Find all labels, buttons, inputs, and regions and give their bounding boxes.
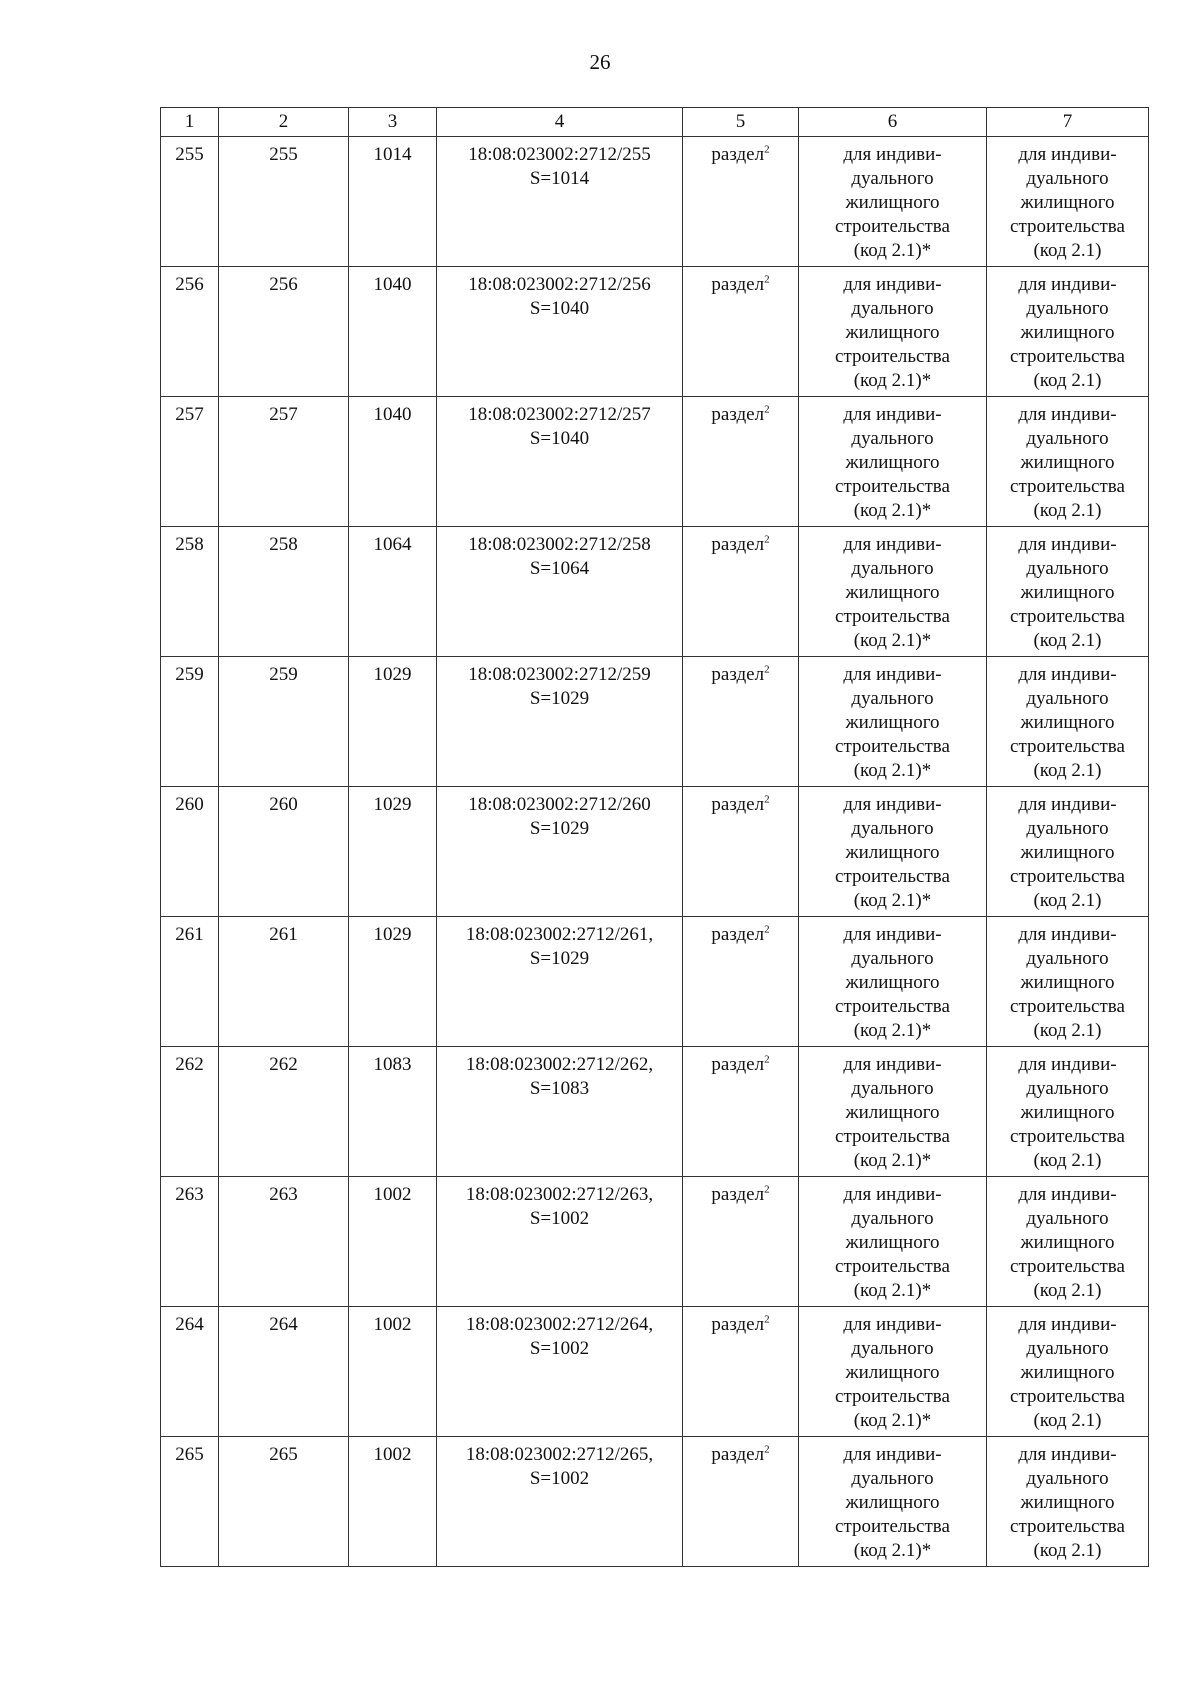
use-text-line: (код 2.1) (1033, 890, 1102, 911)
use-text-line: жилищного (845, 1232, 940, 1253)
row-number-cell: 265 (161, 1437, 219, 1567)
use-text-line: жилищного (845, 452, 940, 473)
permitted-use-existing-cell (799, 267, 987, 397)
use-text-line: строительства (835, 1386, 950, 1407)
use-text-line: жилищного (1020, 452, 1115, 473)
use-text-line: жилищного (1020, 192, 1115, 213)
use-text-line: (код 2.1)* (853, 1280, 932, 1301)
table-row (161, 787, 1149, 917)
method-cell (683, 1437, 799, 1567)
cadastral-area: S=1040 (529, 298, 590, 319)
column-header: 6 (799, 108, 987, 137)
method-cell (683, 1177, 799, 1307)
cadastral-cell (437, 137, 683, 267)
use-text-line: для индиви- (843, 664, 942, 685)
area-cell: 1002 (349, 1307, 437, 1437)
permitted-use-new-cell (987, 1307, 1149, 1437)
use-text-line: (код 2.1) (1033, 1280, 1102, 1301)
use-text-line: строительства (835, 346, 950, 367)
plot-number-cell: 265 (219, 1437, 349, 1567)
permitted-use-new-cell (987, 267, 1149, 397)
use-text-line: строительства (1010, 866, 1125, 887)
use-text-line: дуального (1026, 1338, 1109, 1359)
table-row (161, 1047, 1149, 1177)
footnote-mark: 2 (764, 1183, 770, 1196)
table-row (161, 1177, 1149, 1307)
cadastral-number: 18:08:023002:2712/256 (468, 274, 651, 295)
permitted-use-new-cell (987, 527, 1149, 657)
use-text-line: (код 2.1) (1033, 500, 1102, 521)
method-cell (683, 397, 799, 527)
row-number-cell: 256 (161, 267, 219, 397)
use-text-line: жилищного (1020, 1232, 1115, 1253)
use-text-line: строительства (1010, 476, 1125, 497)
cadastral-area: S=1002 (529, 1338, 590, 1359)
method-cell (683, 267, 799, 397)
use-text-line: для индиви- (843, 1054, 942, 1075)
use-text-line: строительства (835, 216, 950, 237)
land-plots-table (160, 107, 1149, 1567)
permitted-use-existing-cell (799, 397, 987, 527)
use-text-line: (код 2.1)* (853, 240, 932, 261)
table-row (161, 267, 1149, 397)
table-row (161, 397, 1149, 527)
plot-number-cell: 261 (219, 917, 349, 1047)
use-text-line: строительства (835, 1126, 950, 1147)
use-text-line: дуального (851, 298, 934, 319)
use-text-line: жилищного (1020, 582, 1115, 603)
use-text-line: для индиви- (1018, 664, 1117, 685)
use-text-line: (код 2.1) (1033, 240, 1102, 261)
permitted-use-new-cell (987, 1437, 1149, 1567)
method-cell (683, 1307, 799, 1437)
column-header: 1 (161, 108, 219, 137)
use-text-line: строительства (835, 476, 950, 497)
method-text: раздел (711, 1054, 765, 1075)
use-text-line: для индиви- (843, 144, 942, 165)
row-number-cell: 264 (161, 1307, 219, 1437)
use-text-line: дуального (851, 1338, 934, 1359)
use-text-line: (код 2.1)* (853, 1540, 932, 1561)
use-text-line: жилищного (1020, 322, 1115, 343)
area-cell: 1029 (349, 787, 437, 917)
use-text-line: жилищного (845, 1362, 940, 1383)
footnote-mark: 2 (764, 923, 770, 936)
use-text-line: жилищного (1020, 972, 1115, 993)
permitted-use-new-cell (987, 1177, 1149, 1307)
use-text-line: дуального (851, 168, 934, 189)
use-text-line: строительства (1010, 346, 1125, 367)
method-text: раздел (711, 404, 765, 425)
cadastral-area: S=1029 (529, 688, 590, 709)
use-text-line: строительства (835, 1516, 950, 1537)
cadastral-cell (437, 787, 683, 917)
table-row (161, 137, 1149, 267)
permitted-use-existing-cell (799, 917, 987, 1047)
use-text-line: строительства (835, 996, 950, 1017)
use-text-line: (код 2.1)* (853, 760, 932, 781)
use-text-line: дуального (851, 1078, 934, 1099)
table-row (161, 1437, 1149, 1567)
row-number-cell: 260 (161, 787, 219, 917)
cadastral-cell (437, 1437, 683, 1567)
use-text-line: жилищного (845, 972, 940, 993)
use-text-line: строительства (1010, 736, 1125, 757)
table-row (161, 917, 1149, 1047)
footnote-mark: 2 (764, 663, 770, 676)
use-text-line: дуального (1026, 428, 1109, 449)
permitted-use-new-cell (987, 397, 1149, 527)
use-text-line: для индиви- (1018, 1444, 1117, 1465)
table-header (161, 108, 1149, 137)
table-row (161, 657, 1149, 787)
column-header: 2 (219, 108, 349, 137)
area-cell: 1083 (349, 1047, 437, 1177)
use-text-line: для индиви- (843, 924, 942, 945)
area-cell: 1029 (349, 917, 437, 1047)
cadastral-cell (437, 657, 683, 787)
use-text-line: для индиви- (1018, 404, 1117, 425)
method-cell (683, 1047, 799, 1177)
cadastral-area: S=1083 (529, 1078, 590, 1099)
method-text: раздел (711, 1314, 765, 1335)
use-text-line: (код 2.1)* (853, 500, 932, 521)
use-text-line: дуального (851, 558, 934, 579)
cadastral-number: 18:08:023002:2712/263, (465, 1184, 654, 1205)
area-cell: 1040 (349, 397, 437, 527)
use-text-line: дуального (1026, 558, 1109, 579)
cadastral-area: S=1029 (529, 818, 590, 839)
table-body (161, 137, 1149, 1567)
cadastral-cell (437, 527, 683, 657)
use-text-line: жилищного (1020, 712, 1115, 733)
method-text: раздел (711, 924, 765, 945)
permitted-use-new-cell (987, 787, 1149, 917)
cadastral-area: S=1040 (529, 428, 590, 449)
use-text-line: для индиви- (843, 794, 942, 815)
use-text-line: дуального (851, 1468, 934, 1489)
use-text-line: дуального (1026, 168, 1109, 189)
permitted-use-new-cell (987, 657, 1149, 787)
use-text-line: дуального (851, 1208, 934, 1229)
row-number-cell: 262 (161, 1047, 219, 1177)
use-text-line: для индиви- (843, 1444, 942, 1465)
use-text-line: строительства (1010, 1256, 1125, 1277)
use-text-line: дуального (1026, 1208, 1109, 1229)
footnote-mark: 2 (764, 403, 770, 416)
use-text-line: жилищного (845, 322, 940, 343)
plot-number-cell: 260 (219, 787, 349, 917)
use-text-line: жилищного (1020, 842, 1115, 863)
cadastral-number: 18:08:023002:2712/262, (465, 1054, 654, 1075)
page-number: 26 (589, 50, 611, 74)
use-text-line: для индиви- (843, 1314, 942, 1335)
use-text-line: (код 2.1) (1033, 370, 1102, 391)
cadastral-number: 18:08:023002:2712/260 (468, 794, 651, 815)
cadastral-cell (437, 1177, 683, 1307)
cadastral-number: 18:08:023002:2712/264, (465, 1314, 654, 1335)
use-text-line: для индиви- (843, 274, 942, 295)
row-number-cell: 258 (161, 527, 219, 657)
method-text: раздел (711, 794, 765, 815)
use-text-line: (код 2.1) (1033, 1410, 1102, 1431)
use-text-line: для индиви- (1018, 924, 1117, 945)
cadastral-area: S=1002 (529, 1468, 590, 1489)
method-text: раздел (711, 274, 765, 295)
permitted-use-existing-cell (799, 1437, 987, 1567)
permitted-use-existing-cell (799, 137, 987, 267)
use-text-line: дуального (851, 428, 934, 449)
use-text-line: (код 2.1)* (853, 370, 932, 391)
use-text-line: (код 2.1) (1033, 760, 1102, 781)
use-text-line: жилищного (845, 1102, 940, 1123)
plot-number-cell: 263 (219, 1177, 349, 1307)
area-cell: 1029 (349, 657, 437, 787)
use-text-line: для индиви- (1018, 274, 1117, 295)
plot-number-cell: 259 (219, 657, 349, 787)
plot-number-cell: 257 (219, 397, 349, 527)
permitted-use-existing-cell (799, 1177, 987, 1307)
use-text-line: дуального (1026, 298, 1109, 319)
cadastral-cell (437, 1047, 683, 1177)
use-text-line: дуального (851, 818, 934, 839)
cadastral-area: S=1064 (529, 558, 590, 579)
use-text-line: для индиви- (843, 404, 942, 425)
use-text-line: для индиви- (1018, 1054, 1117, 1075)
plot-number-cell: 258 (219, 527, 349, 657)
method-cell (683, 787, 799, 917)
use-text-line: жилищного (845, 582, 940, 603)
row-number-cell: 259 (161, 657, 219, 787)
column-header: 7 (987, 108, 1149, 137)
method-text: раздел (711, 534, 765, 555)
use-text-line: строительства (1010, 996, 1125, 1017)
area-cell: 1040 (349, 267, 437, 397)
use-text-line: для индиви- (1018, 1314, 1117, 1335)
use-text-line: для индиви- (843, 1184, 942, 1205)
use-text-line: для индиви- (1018, 144, 1117, 165)
use-text-line: дуального (1026, 948, 1109, 969)
method-cell (683, 917, 799, 1047)
column-header: 5 (683, 108, 799, 137)
cadastral-area: S=1002 (529, 1208, 590, 1229)
use-text-line: (код 2.1)* (853, 630, 932, 651)
use-text-line: для индиви- (1018, 1184, 1117, 1205)
permitted-use-existing-cell (799, 1047, 987, 1177)
footnote-mark: 2 (764, 143, 770, 156)
plot-number-cell: 256 (219, 267, 349, 397)
use-text-line: для индиви- (1018, 534, 1117, 555)
permitted-use-existing-cell (799, 1307, 987, 1437)
cadastral-number: 18:08:023002:2712/261, (465, 924, 654, 945)
column-header: 3 (349, 108, 437, 137)
plot-number-cell: 264 (219, 1307, 349, 1437)
row-number-cell: 257 (161, 397, 219, 527)
permitted-use-new-cell (987, 137, 1149, 267)
cadastral-cell (437, 267, 683, 397)
use-text-line: (код 2.1) (1033, 1540, 1102, 1561)
header-row (161, 108, 1149, 137)
use-text-line: жилищного (1020, 1492, 1115, 1513)
use-text-line: строительства (1010, 216, 1125, 237)
plot-number-cell: 255 (219, 137, 349, 267)
use-text-line: дуального (851, 948, 934, 969)
method-text: раздел (711, 664, 765, 685)
use-text-line: строительства (835, 736, 950, 757)
cadastral-number: 18:08:023002:2712/259 (468, 664, 651, 685)
method-text: раздел (711, 1184, 765, 1205)
footnote-mark: 2 (764, 1053, 770, 1066)
use-text-line: строительства (1010, 606, 1125, 627)
cadastral-number: 18:08:023002:2712/257 (468, 404, 651, 425)
use-text-line: (код 2.1) (1033, 630, 1102, 651)
footnote-mark: 2 (764, 793, 770, 806)
use-text-line: жилищного (845, 712, 940, 733)
use-text-line: (код 2.1) (1033, 1020, 1102, 1041)
use-text-line: строительства (1010, 1126, 1125, 1147)
area-cell: 1064 (349, 527, 437, 657)
cadastral-cell (437, 917, 683, 1047)
cadastral-number: 18:08:023002:2712/255 (468, 144, 651, 165)
use-text-line: дуального (1026, 1078, 1109, 1099)
plot-number-cell: 262 (219, 1047, 349, 1177)
area-cell: 1014 (349, 137, 437, 267)
use-text-line: жилищного (845, 1492, 940, 1513)
permitted-use-new-cell (987, 917, 1149, 1047)
use-text-line: дуального (1026, 818, 1109, 839)
cadastral-area: S=1014 (529, 168, 590, 189)
cadastral-area: S=1029 (529, 948, 590, 969)
use-text-line: дуального (1026, 1468, 1109, 1489)
footnote-mark: 2 (764, 1443, 770, 1456)
use-text-line: строительства (835, 866, 950, 887)
use-text-line: строительства (835, 1256, 950, 1277)
cadastral-number: 18:08:023002:2712/265, (465, 1444, 654, 1465)
cadastral-cell (437, 1307, 683, 1437)
use-text-line: (код 2.1)* (853, 890, 932, 911)
footnote-mark: 2 (764, 1313, 770, 1326)
use-text-line: для индиви- (843, 534, 942, 555)
method-text: раздел (711, 1444, 765, 1465)
method-cell (683, 657, 799, 787)
use-text-line: (код 2.1)* (853, 1020, 932, 1041)
cadastral-number: 18:08:023002:2712/258 (468, 534, 651, 555)
use-text-line: дуального (851, 688, 934, 709)
method-cell (683, 527, 799, 657)
use-text-line: строительства (835, 606, 950, 627)
use-text-line: (код 2.1) (1033, 1150, 1102, 1171)
table-row (161, 527, 1149, 657)
area-cell: 1002 (349, 1177, 437, 1307)
use-text-line: для индиви- (1018, 794, 1117, 815)
row-number-cell: 261 (161, 917, 219, 1047)
use-text-line: жилищного (845, 842, 940, 863)
method-cell (683, 137, 799, 267)
use-text-line: строительства (1010, 1386, 1125, 1407)
footnote-mark: 2 (764, 533, 770, 546)
use-text-line: жилищного (845, 192, 940, 213)
use-text-line: жилищного (1020, 1102, 1115, 1123)
use-text-line: (код 2.1)* (853, 1150, 932, 1171)
table-row (161, 1307, 1149, 1437)
permitted-use-new-cell (987, 1047, 1149, 1177)
use-text-line: (код 2.1)* (853, 1410, 932, 1431)
use-text-line: строительства (1010, 1516, 1125, 1537)
area-cell: 1002 (349, 1437, 437, 1567)
method-text: раздел (711, 144, 765, 165)
permitted-use-existing-cell (799, 787, 987, 917)
permitted-use-existing-cell (799, 527, 987, 657)
footnote-mark: 2 (764, 273, 770, 286)
cadastral-cell (437, 397, 683, 527)
use-text-line: дуального (1026, 688, 1109, 709)
row-number-cell: 263 (161, 1177, 219, 1307)
permitted-use-existing-cell (799, 657, 987, 787)
row-number-cell: 255 (161, 137, 219, 267)
column-header: 4 (437, 108, 683, 137)
use-text-line: жилищного (1020, 1362, 1115, 1383)
